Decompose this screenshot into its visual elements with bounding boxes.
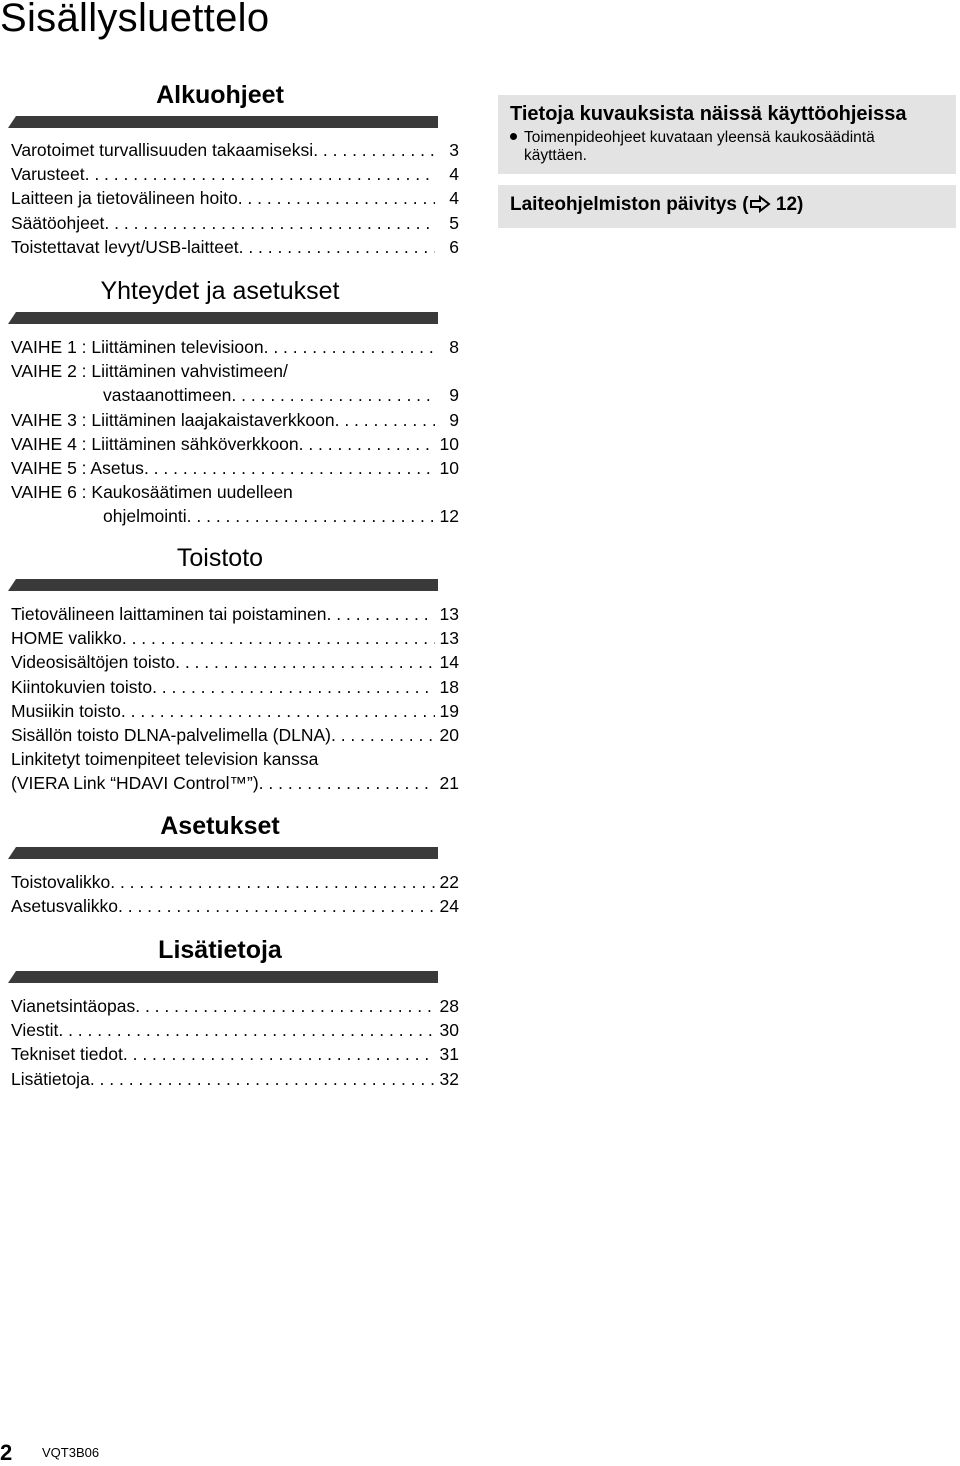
toc-entry-page: 9: [449, 385, 459, 406]
toc-leader-dots: [152, 675, 435, 699]
toc-leader-dots: [85, 162, 435, 186]
toc-entry-page: 6: [449, 236, 459, 257]
toc-entry-page: 4: [449, 164, 459, 185]
toc-entry-label: Viestit: [11, 1020, 59, 1041]
section-heading: Yhteydet ja asetukset: [100, 277, 340, 305]
toc-entry-label: Varotoimet turvallisuuden takaamiseksi: [11, 140, 314, 160]
toc-leader-dots: [299, 432, 435, 456]
toc-entry[interactable]: [11, 138, 459, 162]
document-code: VQT3B06: [42, 1445, 100, 1460]
toc-entry-label: Lisätietoja: [11, 1068, 90, 1089]
section-heading: Alkuohjeet: [156, 81, 284, 109]
toc-entry-label: Videosisältöjen toisto: [11, 652, 176, 673]
toc-entry-label: VAIHE 5 : Asetus: [11, 457, 144, 478]
toc-entry-page: 22: [439, 872, 459, 892]
section-asetukset: [0, 809, 470, 918]
toc-entry[interactable]: [11, 211, 459, 235]
toc-leader-dots: [331, 723, 435, 747]
toc-entry[interactable]: [11, 408, 459, 432]
toc-leader-dots: [110, 870, 435, 894]
toc-entry[interactable]: [11, 383, 459, 407]
toc-entry-label: (VIERA Link “HDAVI Control™”): [11, 773, 259, 794]
toc-leader-dots: [335, 408, 435, 432]
section-divider-bar: [8, 312, 438, 324]
toc-entry-first-line[interactable]: Linkitetyt toimenpiteet television kanssa: [11, 749, 319, 770]
toc-entry[interactable]: [11, 870, 459, 894]
toc-leader-dots: [264, 335, 435, 359]
toc-entry[interactable]: [11, 1067, 459, 1091]
toc-entry[interactable]: [11, 456, 459, 480]
toc-entry-page: 14: [439, 652, 459, 673]
toc-leader-dots: [144, 456, 435, 480]
toc-entry[interactable]: [11, 235, 459, 259]
toc-leader-dots: [135, 994, 435, 1018]
toc-leader-dots: [238, 186, 435, 210]
section-lisatietoja: [0, 933, 470, 1091]
toc-entry-label: Musiikin toisto: [11, 700, 121, 721]
toc-leader-dots: [175, 650, 435, 674]
toc-leader-dots: [121, 699, 435, 723]
toc-leader-dots: [118, 894, 435, 918]
toc-entry-page: 28: [439, 996, 459, 1016]
info-box-text: [510, 129, 940, 165]
toc-entry[interactable]: [11, 699, 459, 723]
toc-leader-dots: [231, 383, 435, 407]
toc-entry-page: 20: [439, 724, 459, 745]
reference-arrow-icon: [749, 195, 771, 213]
toc-entry-label: ohjelmointi: [103, 506, 187, 527]
toc-entry-page: 24: [439, 896, 459, 917]
update-text-after: 12): [770, 194, 804, 215]
toc-entry-label: VAIHE 1 : Liittäminen televisioon: [11, 337, 264, 357]
toc-entry-page: 21: [439, 773, 459, 794]
info-box-descriptions: [498, 95, 956, 174]
info-box-title: Tietoja kuvauksista näissä käyttöohjeissa: [510, 103, 907, 125]
section-divider-bar: [8, 847, 438, 859]
toc-entry-page: 5: [449, 212, 459, 233]
toc-entry-page: 9: [449, 409, 459, 430]
toc-entry-label: Asetusvalikko: [11, 896, 118, 917]
section-yhteydet-ja-asetukset: [0, 274, 470, 529]
toc-leader-dots: [259, 771, 435, 795]
toc-entry-first-line[interactable]: VAIHE 2 : Liittäminen vahvistimeen/: [11, 361, 288, 382]
toc-entry-label: HOME valikko: [11, 628, 122, 649]
toc-entry-label: Toistovalikko: [11, 872, 111, 892]
section-divider-bar: [8, 579, 438, 591]
toc-entry-label: Tietovälineen laittaminen tai poistaminen: [11, 604, 327, 624]
firmware-update-box[interactable]: [498, 185, 956, 228]
toc-entry[interactable]: [11, 894, 459, 918]
toc-leader-dots: [90, 1067, 435, 1091]
toc-entry[interactable]: [11, 994, 459, 1018]
toc-entry-page: 10: [439, 433, 459, 454]
toc-entry-page: 13: [439, 604, 459, 624]
toc-entry-page: 18: [439, 676, 459, 697]
toc-entry-label: Sisällön toisto DLNA-palvelimella (DLNA): [11, 724, 331, 745]
toc-entry-page: 30: [439, 1020, 459, 1041]
info-box-line: Toimenpideohjeet kuvataan yleensä kaukosäädintä: [524, 129, 875, 146]
toc-entry-first-line[interactable]: VAIHE 6 : Kaukosäätimen uudelleen: [11, 482, 293, 503]
toc-entry-page: 13: [439, 628, 459, 649]
section-toistoto: [0, 541, 470, 796]
page-number: 2: [0, 1440, 13, 1465]
toc-entry-page: 31: [439, 1044, 459, 1065]
section-divider-bar: [8, 971, 438, 983]
toc-entry-label: Varusteet: [11, 164, 85, 185]
toc-entry-label: Tekniset tiedot: [11, 1044, 123, 1065]
toc-entry[interactable]: [11, 626, 459, 650]
toc-entry-label: VAIHE 4 : Liittäminen sähköverkkoon: [11, 433, 299, 454]
toc-entry[interactable]: [11, 723, 459, 747]
firmware-update-link[interactable]: [510, 194, 803, 216]
toc-entry[interactable]: [11, 186, 459, 210]
toc-entry[interactable]: [11, 335, 459, 359]
toc-leader-dots: [187, 504, 435, 528]
update-text-before: Laiteohjelmiston päivitys (: [510, 194, 749, 215]
bullet-icon: [510, 133, 517, 140]
toc-leader-dots: [327, 602, 435, 626]
toc-leader-dots: [123, 1042, 435, 1066]
toc-entry[interactable]: [11, 771, 459, 795]
toc-entry[interactable]: [11, 1018, 459, 1042]
toc-entry-label: Toistettavat levyt/USB-laitteet: [11, 236, 239, 257]
toc-entry-page: 8: [449, 337, 459, 357]
toc-entry[interactable]: [11, 675, 459, 699]
toc-entry-label: Kiintokuvien toisto: [11, 676, 153, 697]
section-heading: Lisätietoja: [158, 936, 282, 964]
toc-entry-label: Vianetsintäopas: [11, 996, 136, 1016]
section-alkuohjeet: [0, 78, 470, 259]
toc-leader-dots: [239, 235, 435, 259]
toc-leader-dots: [313, 138, 435, 162]
toc-entry[interactable]: [11, 504, 459, 528]
section-divider-bar: [8, 116, 438, 128]
toc-entry[interactable]: [11, 602, 459, 626]
toc-entry-label: Säätöohjeet: [11, 212, 105, 233]
section-heading: Toistoto: [176, 544, 264, 572]
toc-entry[interactable]: [11, 432, 459, 456]
toc-entry-label: VAIHE 3 : Liittäminen laajakaistaverkkoon: [11, 409, 335, 430]
info-box-line: käyttäen.: [524, 147, 587, 164]
toc-entry-label: vastaanottimeen: [103, 385, 232, 406]
toc-entry-page: 4: [449, 188, 459, 209]
toc-entry-page: 12: [439, 506, 459, 527]
toc-entry-page: 10: [439, 457, 459, 478]
section-heading: Asetukset: [160, 812, 280, 840]
page-title: Sisällysluettelo: [0, 0, 270, 40]
toc-entry-label: Laitteen ja tietovälineen hoito: [11, 188, 238, 209]
toc-leader-dots: [122, 626, 435, 650]
toc-entry[interactable]: [11, 650, 459, 674]
toc-entry[interactable]: [11, 162, 459, 186]
toc-entry-page: 3: [449, 140, 459, 160]
toc-leader-dots: [58, 1018, 435, 1042]
toc-entry[interactable]: [11, 1042, 459, 1066]
toc-leader-dots: [104, 211, 435, 235]
toc-entry-page: 32: [439, 1068, 459, 1089]
toc-entry-page: 19: [439, 700, 459, 721]
